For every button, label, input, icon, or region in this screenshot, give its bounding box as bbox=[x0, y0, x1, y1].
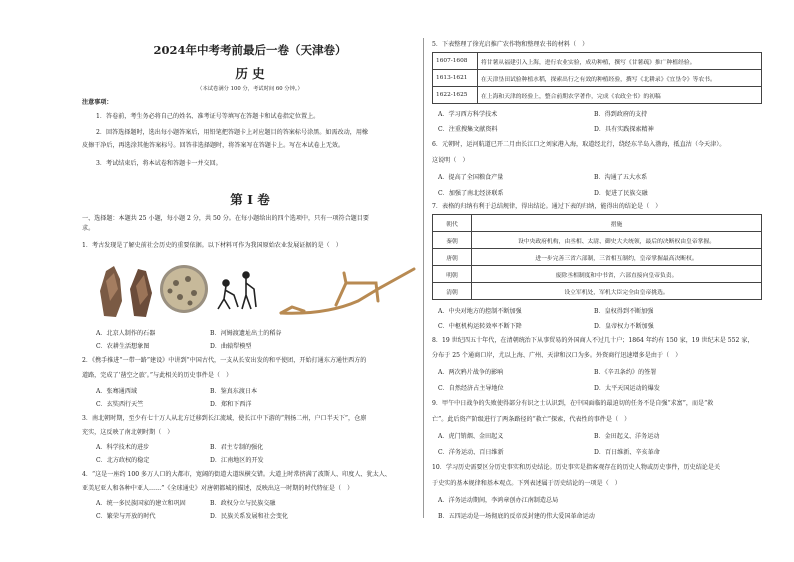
option[interactable]: D．民族关系发展和社会变化 bbox=[210, 513, 289, 520]
question-4: 亚美尼亚人和各种中亚人……”《全球通史》对唐朝都城的描述，反映出这一时期的时代特征是（ ） bbox=[82, 485, 354, 492]
option[interactable]: D．江南地区的开发 bbox=[210, 457, 264, 464]
table-cell: 1613-1621 bbox=[433, 70, 478, 87]
option[interactable]: B．五四运动是一场彻底的反帝反封建的伟大爱国革命运动 bbox=[438, 513, 595, 520]
option[interactable]: B．沟通了五大水系 bbox=[594, 174, 648, 181]
farming-figures-icon bbox=[218, 272, 256, 309]
volume-title: 第 I 卷 bbox=[230, 192, 270, 207]
stone-tool-icon bbox=[130, 269, 152, 317]
table-cell: 废除丞相制度和中书省，六部直接向皇帝负责。 bbox=[472, 266, 762, 283]
question-1: 1．考古发现是了解史前社会历史的重要依据。以下材料可作为我国原始农业发展证据的是（ ） bbox=[82, 242, 342, 249]
carbonized-rice-icon bbox=[160, 265, 208, 313]
option[interactable]: B．政权分立与民族交融 bbox=[210, 500, 276, 507]
option[interactable]: D．百日维新、辛亥革命 bbox=[594, 449, 660, 456]
option[interactable]: B．鉴真东渡日本 bbox=[210, 388, 258, 395]
table-cell: 1622-1625 bbox=[433, 87, 478, 104]
option[interactable]: D．皇帝权力不断加强 bbox=[594, 323, 654, 330]
stone-tool-icon bbox=[100, 266, 122, 317]
section-intro: 一、选择题：本题共 25 小题，每小题 2 分，共 50 分。在每小题给出的四个选项中，只有一项符合题目要 bbox=[82, 215, 369, 222]
option[interactable]: D．促进了民族交融 bbox=[594, 190, 648, 197]
option[interactable]: B．得到政府的支持 bbox=[594, 111, 648, 118]
column-divider bbox=[423, 38, 424, 518]
question-10: 于史实的基本规律和基本观点。下列表述属于历史结论的一项是（ ） bbox=[432, 480, 621, 487]
question-8: 8．19 世纪四五十年代，在清朝统治下从事贸易的外国商人不过几十户；1864 年约有 150 家，19 世纪末是 552 家， bbox=[432, 337, 754, 344]
table-cell: 秦朝 bbox=[433, 232, 472, 249]
table-row bbox=[433, 283, 762, 300]
question-9: 9．甲午中日战争的失败使得部分有识之士认识到，在中国面临的最迫切的任务不是自强“求富”，而是“救 bbox=[432, 400, 714, 407]
table-row bbox=[433, 70, 762, 87]
option[interactable]: C．加强了南北经济联系 bbox=[438, 190, 504, 197]
option[interactable]: C．农耕生活想象图 bbox=[96, 343, 150, 350]
option[interactable]: B．皇权得到不断加强 bbox=[594, 308, 654, 315]
option[interactable]: A．虎门销烟、金田起义 bbox=[438, 433, 504, 440]
section-intro: 求。 bbox=[82, 225, 95, 232]
option[interactable]: A．提高了全国粮食产量 bbox=[438, 174, 504, 181]
wooden-plough-icon bbox=[281, 269, 414, 313]
note-line: 1．答卷前，考生务必将自己的姓名、准考证号等填写在答题卡和试卷指定位置上。 bbox=[96, 113, 320, 120]
table-cell: 唐朝 bbox=[433, 249, 472, 266]
option[interactable]: A．统一多民族国家的建立和巩固 bbox=[96, 500, 186, 507]
question-1-images bbox=[96, 261, 416, 321]
note-line: 3．考试结束后，将本试卷和答题卡一并交回。 bbox=[96, 160, 222, 167]
question-7-table bbox=[432, 214, 762, 300]
exam-meta: （本试卷满分 100 分，考试时间 60 分钟。） bbox=[197, 86, 303, 92]
table-cell: 设立军机处，军机大臣完全由皇帝挑选。 bbox=[472, 283, 762, 300]
table-header: 朝代 bbox=[433, 215, 472, 232]
option[interactable]: B．君主专制的强化 bbox=[210, 444, 264, 451]
option[interactable]: A．张骞通西域 bbox=[96, 388, 137, 395]
exam-title: 2024年中考考前最后一卷（天津卷） bbox=[153, 43, 347, 57]
question-5-table bbox=[432, 52, 762, 104]
option[interactable]: A．两次鸦片战争的影响 bbox=[438, 369, 504, 376]
subject-title: 历 史 bbox=[235, 66, 265, 81]
table-cell: 将甘薯从福建引入上海，进行农业实验，成功种植，撰写《甘薯疏》推广种植经验。 bbox=[478, 53, 762, 70]
option[interactable]: C．北方政权的稳定 bbox=[96, 457, 150, 464]
option[interactable]: B．《辛丑条约》的签署 bbox=[594, 369, 657, 376]
question-6: 这说明（ ） bbox=[432, 157, 469, 164]
table-header: 措施 bbox=[472, 215, 762, 232]
question-8: 分布于 25 个通商口岸，尤以上海、广州、天津和汉口为多。外资商行迅速增多是由于（ ） bbox=[432, 352, 682, 359]
option[interactable]: B．河姆渡遗址出土的稻谷 bbox=[210, 330, 282, 337]
table-row bbox=[433, 232, 762, 249]
option[interactable]: A．中央对地方的控制不断加强 bbox=[438, 308, 522, 315]
notes-heading: 注意事项： bbox=[82, 99, 113, 106]
option[interactable]: C．玄奘西行天竺 bbox=[96, 401, 144, 408]
table-cell: 明朝 bbox=[433, 266, 472, 283]
question-2: 2．《携手推进“一带一路”建设》中讲到“中国古代，一支从长安出发的和平使团，开始打通东方通往西方的 bbox=[82, 357, 367, 364]
question-10: 10．学习历史需要区分历史事实和历史结论。历史事实是指客观存在的历史人物或历史事件，历史结论是关 bbox=[432, 464, 721, 471]
question-5: 5．下表整理了徐光启推广农作物和整理农书的材料（ ） bbox=[432, 41, 589, 48]
option[interactable]: D．曲辕犁模型 bbox=[210, 343, 252, 350]
table-row bbox=[433, 87, 762, 104]
question-6: 6．元朝时，运河航道已开二月由长江口之刘家港入海，取道经北行，绕经东半岛入渤海，抵直沽（今天津）。 bbox=[432, 141, 726, 148]
table-cell: 在上海和天津的经验上，整合前期农学著作，完成《农政全书》的初稿 bbox=[478, 87, 762, 104]
option[interactable]: D．太平天国运动的爆发 bbox=[594, 385, 660, 392]
table-cell: 在天津垦田试验种植水稻，探索出行之有效的种植经验，撰写《北耕录》《宜垦令》等农书。 bbox=[478, 70, 762, 87]
option[interactable]: A．北京人制作的石器 bbox=[96, 330, 156, 337]
question-3: 3．南北朝时期，至少有七十万人从北方迁移到长江流域，使长江中下游的“荆扬二州，户口半天下”，仓廪 bbox=[82, 415, 367, 422]
option[interactable]: C．注重搜集文献资料 bbox=[438, 126, 498, 133]
question-9: 亡”。此后资产阶级进行了两条路径的“救亡”探索，代表性的事件是（ ） bbox=[432, 416, 631, 423]
table-row bbox=[433, 53, 762, 70]
option[interactable]: D．具有实践探索精神 bbox=[594, 126, 654, 133]
question-2: 道路，完成了‘凿空之旅’。”与此相关的历史事件是（ ） bbox=[82, 372, 233, 379]
option[interactable]: A．学习西方科学技术 bbox=[438, 111, 498, 118]
option[interactable]: C．繁荣与开放的时代 bbox=[96, 513, 156, 520]
table-header-row bbox=[433, 215, 762, 232]
option[interactable]: B．金田起义、洋务运动 bbox=[594, 433, 660, 440]
table-cell: 设中央政府机构，由丞相、太尉、御史大夫统领，最后的决断权由皇帝掌握。 bbox=[472, 232, 762, 249]
note-line: 2．回答选择题时，选出每小题答案后，用铅笔把答题卡上对应题目的答案标号涂黑。如需改动，用橡 bbox=[96, 129, 369, 136]
option[interactable]: C．中枢机构运转效率不断下降 bbox=[438, 323, 522, 330]
option[interactable]: A．科学技术的进步 bbox=[96, 444, 150, 451]
question-7: 7．表格的归纳有利于总结规律，得出结论。通过下表的归纳，能得出的结论是（ ） bbox=[432, 203, 662, 210]
table-row bbox=[433, 249, 762, 266]
table-row bbox=[433, 266, 762, 283]
option[interactable]: A．洋务运动期间，李鸿章创办江南制造总局 bbox=[438, 497, 559, 504]
question-3: 充实，这反映了南北朝时期（ ） bbox=[82, 429, 174, 436]
option[interactable]: C．洋务运动、百日维新 bbox=[438, 449, 504, 456]
question-4: 4．“这是一座约 100 多万人口的大都市，宽阔的街道大道纵横交错。大道上时常挤满了波斯人、印度人、犹太人、 bbox=[82, 471, 391, 478]
option[interactable]: D．郑和下西洋 bbox=[210, 401, 252, 408]
table-cell: 清朝 bbox=[433, 283, 472, 300]
note-line: 皮擦干净后，再选涂其他答案标号。回答非选择题时，将答案写在答题卡上。写在本试卷上无效。 bbox=[82, 142, 345, 149]
table-cell: 1607-1608 bbox=[433, 53, 478, 70]
option[interactable]: C．自然经济占主导地位 bbox=[438, 385, 504, 392]
table-cell: 进一步完善三省六部制，三省相互制约，皇帝掌握最高决断权。 bbox=[472, 249, 762, 266]
